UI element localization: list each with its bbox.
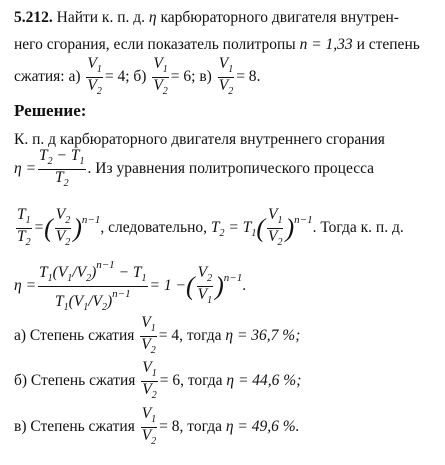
answer-c <box>14 406 300 449</box>
case-value: = 8 <box>236 68 257 86</box>
compression-ratio-fraction: $\frac{V_1}{V_2}$ <box>87 55 102 98</box>
solution-text: К. п. д карбюраторного двигателя внутреннего сгорания <box>14 131 385 148</box>
problem-text: сжатия: а) <box>14 68 81 86</box>
compression-ratio-fraction: $\frac{V_1}{V_2}$ <box>141 405 157 448</box>
case-sep: . <box>256 68 261 86</box>
efficiency-derivation: η = $\frac{T_1(V_1/V_2)^{n-1} - T_1}{T_1(V_1/V_2)^{n-1}}$ = 1 −( $\frac{V_2}{V_1}$ )$^{n-1}$ <box>14 258 243 314</box>
problem-text: Найти к. п. д. <box>56 9 146 26</box>
answer-then: , тогда <box>179 418 222 436</box>
answer-b <box>14 360 301 403</box>
case-value: = 6 <box>170 68 192 86</box>
solution-text: . Из уравнения политропического процесса <box>87 160 375 178</box>
answer-result: η = 44,6 %; <box>226 372 302 390</box>
answer-ratio: = 8 <box>159 418 180 436</box>
problem-number: 5.212. <box>14 9 53 26</box>
answer-ratio: = 4 <box>158 327 180 345</box>
case-value: = 4 <box>104 68 126 86</box>
solution-heading: Решение: <box>14 101 87 120</box>
answer-result: η = 49,6 %. <box>225 418 300 436</box>
problem-line-3 <box>14 56 260 99</box>
answer-prefix: в) Степень сжатия <box>14 418 135 436</box>
problem-text: карбюраторного двигателя внутрен- <box>160 9 399 26</box>
temperature-relation: $T_2 = T_1$( $\frac{V_1}{V_2}$ )$^{n-1}$ <box>210 205 313 249</box>
compression-ratio-fraction: $\frac{V_1}{V_2}$ <box>142 359 157 402</box>
answer-prefix: б) Степень сжатия <box>14 372 136 390</box>
polytropic-relation: $\frac{T_1}{T_2}$ =( $\frac{V_2}{V_2}$ )$^{n-1}$ <box>17 205 101 249</box>
solution-line-4: η = $\frac{T_1(V_1/V_2)^{n-1} - T_1}{T_1(V_1/V_2)^{n-1}}$ = 1 −( $\frac{V_2}{V_1}$ )$^{n-1}$. <box>14 258 247 314</box>
solution-line-3 <box>14 200 404 254</box>
problem-line-1 <box>14 9 399 27</box>
problem-line-2 <box>14 36 420 54</box>
compression-ratio-fraction: $\frac{V_1}{V_2}$ <box>141 314 156 357</box>
answer-prefix: а) Степень сжатия <box>14 327 135 345</box>
solution-text: . Тогда к. п. д. <box>312 219 404 236</box>
case-sep: ; б) <box>125 68 147 86</box>
compression-ratio-fraction: $\frac{V_1}{V_2}$ <box>218 55 234 98</box>
answer-then: , тогда <box>179 327 222 345</box>
solution-line-2 <box>14 148 374 191</box>
problem-text: него сгорания, если показатель политропы <box>14 36 296 53</box>
eta-symbol: η <box>148 9 157 26</box>
answer-then: , тогда <box>180 372 223 390</box>
compression-ratio-fraction: $\frac{V_1}{V_2}$ <box>153 55 168 98</box>
solution-text: , следовательно, <box>100 219 207 236</box>
answer-ratio: = 6 <box>159 372 181 390</box>
problem-text: и степень <box>356 36 420 53</box>
polytrope-index: n = 1,33 <box>299 36 353 53</box>
efficiency-formula: η = $\frac{T_2 - T_1}{T_2}$ <box>14 147 85 190</box>
case-sep: ; в) <box>191 68 212 86</box>
answer-result: η = 36,7 %; <box>225 327 301 345</box>
answer-a <box>14 315 300 358</box>
